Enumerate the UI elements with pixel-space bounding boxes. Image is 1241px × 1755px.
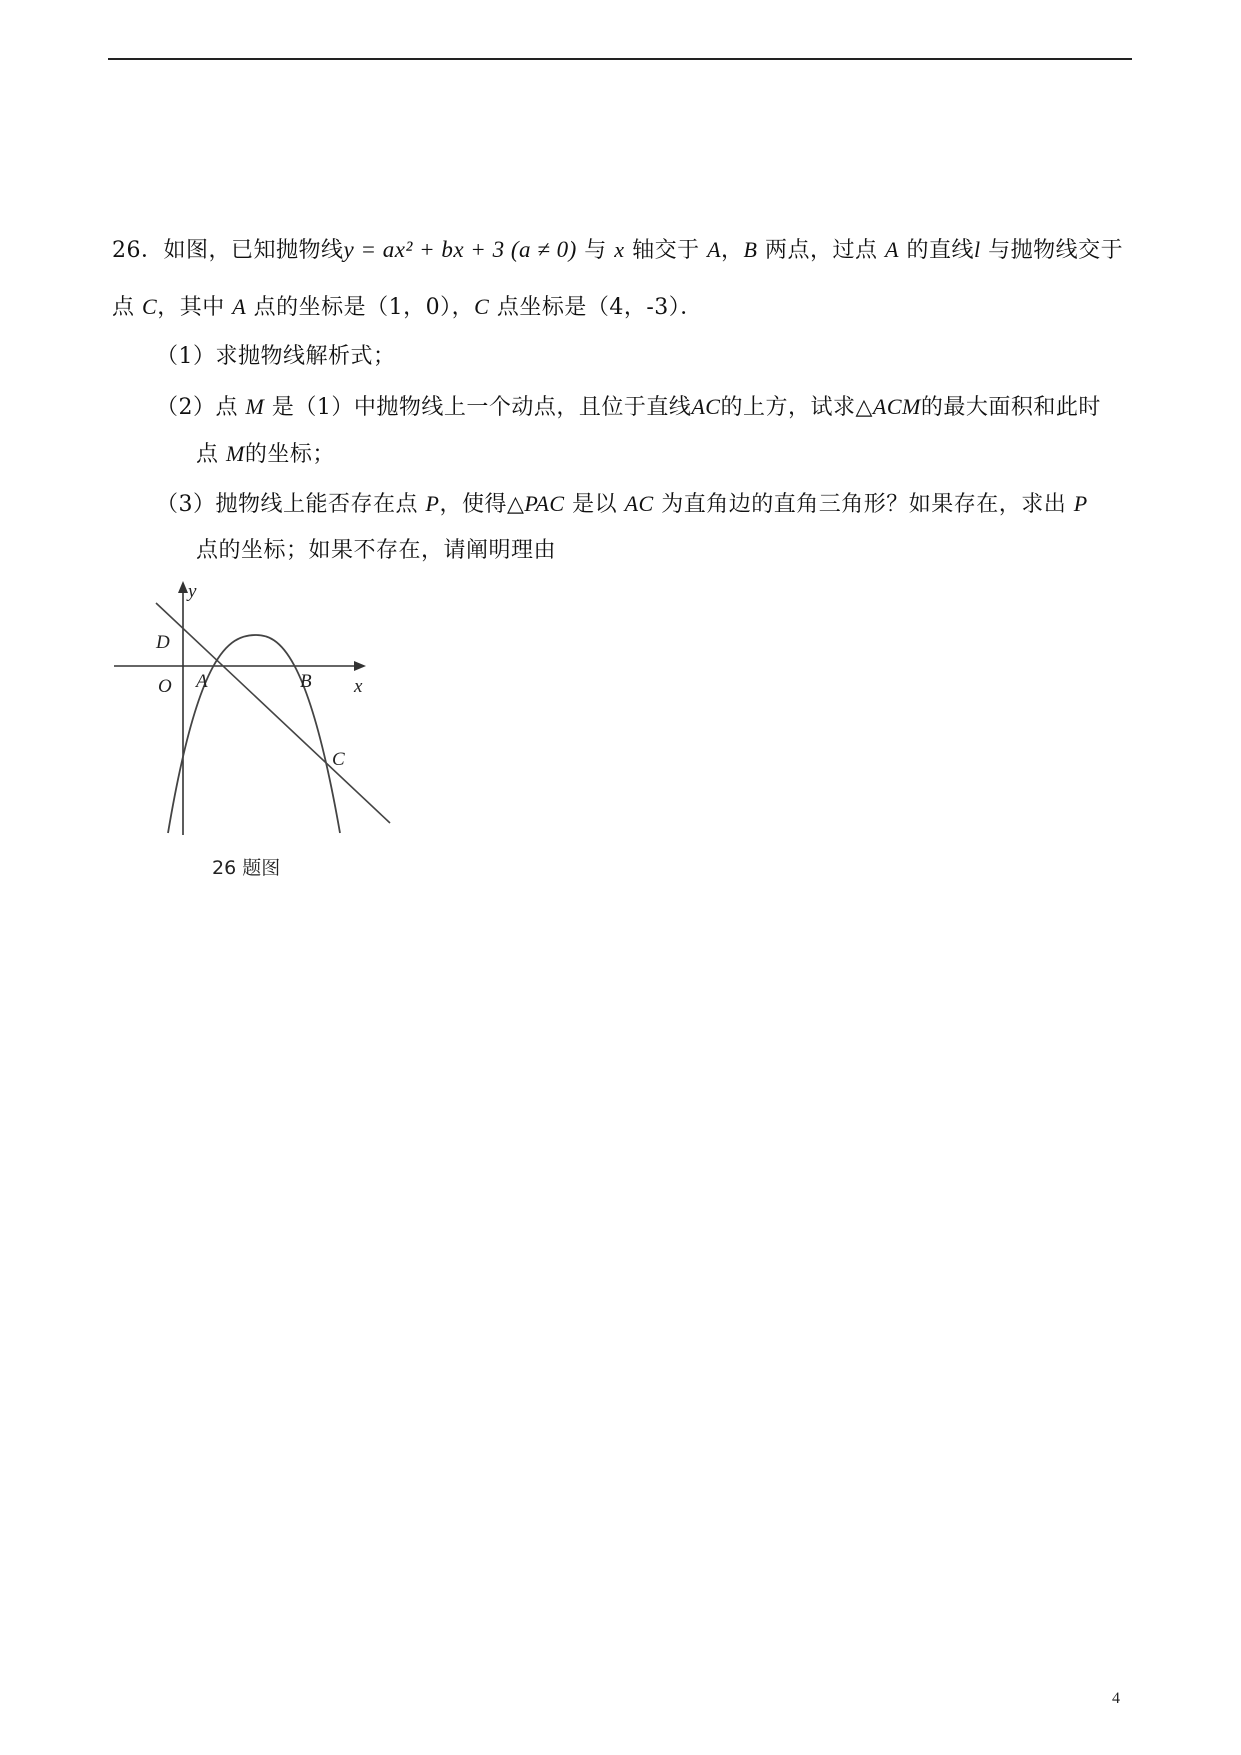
- problem-intro: 26．如图，已知抛物线: [112, 238, 344, 263]
- point-d-label: D: [156, 632, 170, 653]
- parabola-curve: [168, 635, 340, 833]
- origin-label: O: [158, 676, 172, 697]
- page-number: 4: [1112, 1690, 1120, 1707]
- parabola-figure: [108, 575, 408, 875]
- y-axis-label: y: [188, 581, 197, 602]
- parabola-formula: y = ax² + bx + 3 (a ≠ 0): [343, 237, 577, 262]
- y-axis-arrow: [178, 581, 188, 593]
- part-3-line-2: 点的坐标；如果不存在，请阐明理由: [196, 538, 557, 563]
- figure-caption: 26 题图: [212, 857, 281, 879]
- part-2-line-1: （2）点 M 是（1）中抛物线上一个动点，且位于直线AC的上方，试求△ACM的最大面积和此时: [156, 394, 1101, 420]
- part-3-line-1: （3）抛物线上能否存在点 P，使得△PAC 是以 AC 为直角边的直角三角形？如果存在，求出 P: [156, 491, 1088, 517]
- x-axis-label: x: [354, 676, 363, 697]
- point-b-label: B: [300, 671, 312, 692]
- problem-line-1: 26．如图，已知抛物线y = ax² + bx + 3 (a ≠ 0) 与 x 轴交于 A，B 两点，过点 A 的直线l 与抛物线交于: [112, 237, 1124, 263]
- part-2-line-2: 点 M的坐标；: [196, 441, 335, 467]
- line-l: [156, 603, 390, 823]
- part-1: （1）求抛物线解析式；: [156, 344, 396, 369]
- problem-line-2: 点 C，其中 A 点的坐标是（1，0），C 点坐标是（4，-3）．: [112, 294, 703, 320]
- header-rule: [108, 58, 1132, 60]
- point-c-label: C: [332, 749, 345, 770]
- point-a-label: A: [196, 671, 208, 692]
- x-axis-arrow: [354, 661, 366, 671]
